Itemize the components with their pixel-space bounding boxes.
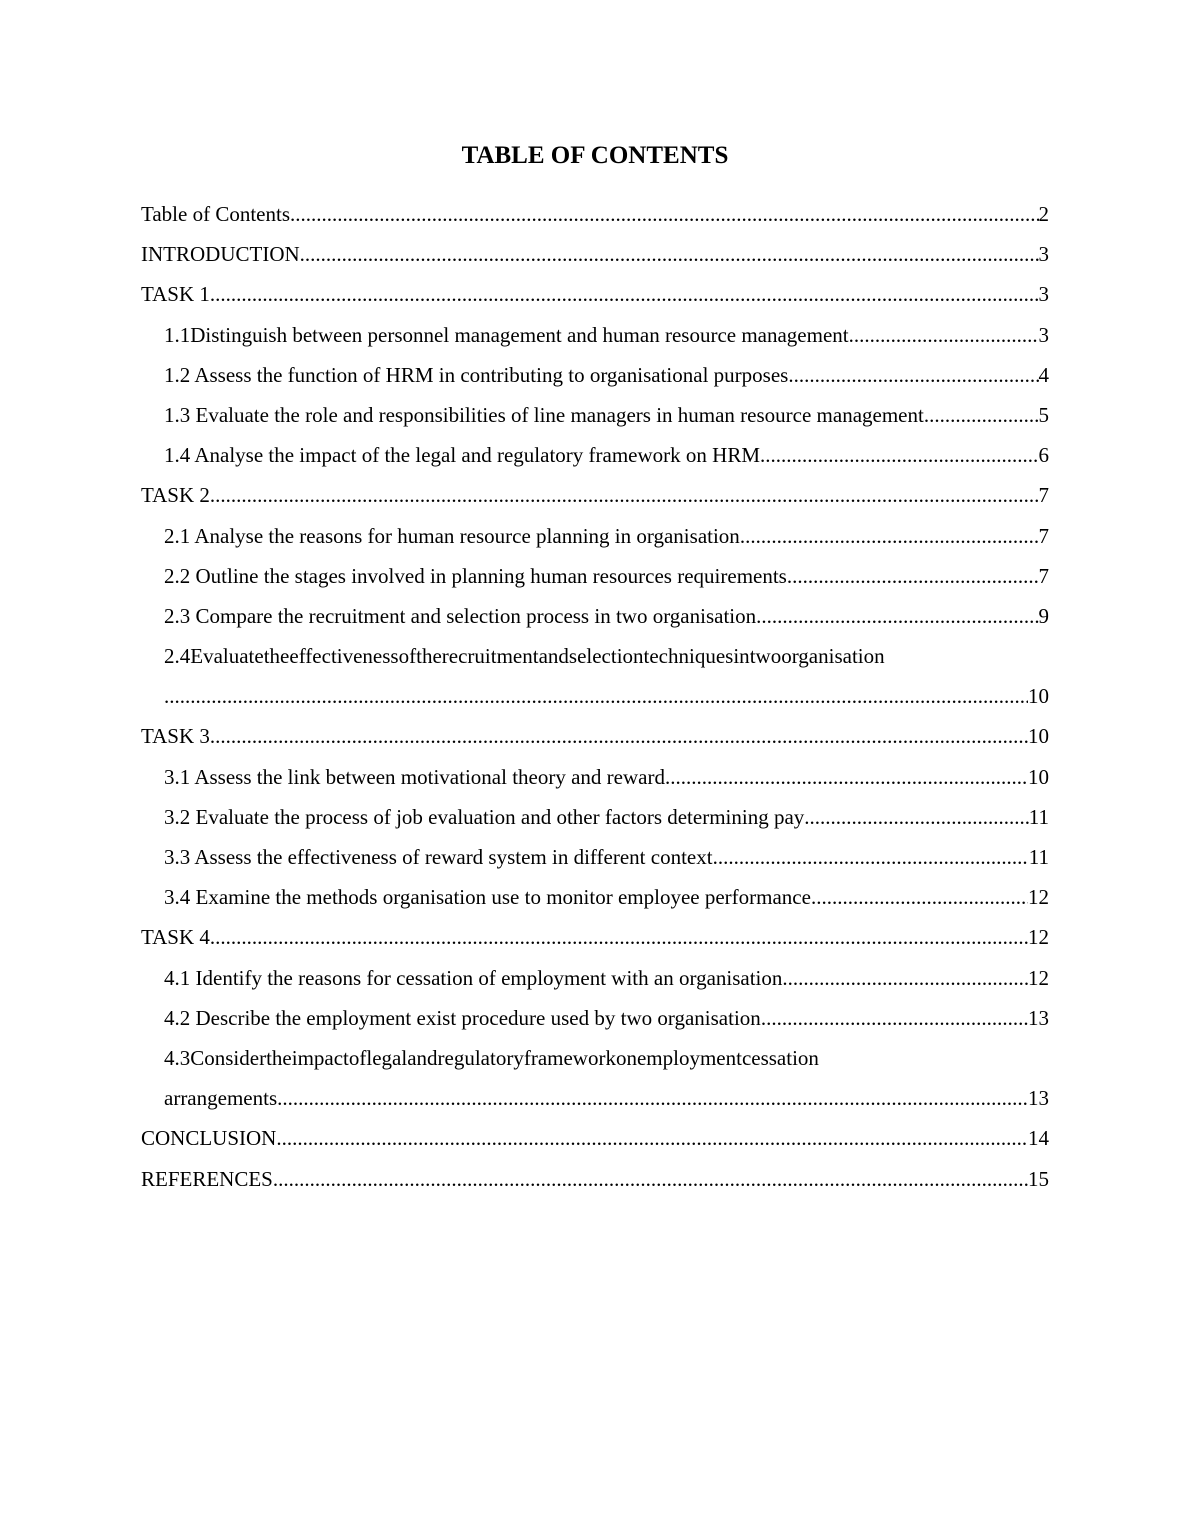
toc-word: techniques	[643, 644, 734, 669]
toc-entry-page: 13	[1028, 1005, 1049, 1030]
toc-entry-page: 11	[1028, 804, 1049, 829]
toc-word: Consider	[190, 1045, 267, 1070]
toc-entry-label: 3.4 Examine the methods organisation use to monitor employee performance	[164, 885, 811, 910]
toc-entry-page: 3	[1038, 322, 1049, 347]
toc-leader-dots	[756, 596, 1038, 636]
toc-entry-label: 4.1 Identify the reasons for cessation of employment with an organisation	[164, 965, 783, 990]
toc-entry-continuation	[164, 1078, 1049, 1118]
toc-leader-dots	[849, 315, 1039, 355]
toc-entry-page: 10	[1028, 684, 1049, 709]
toc-entry[interactable]	[141, 958, 1049, 998]
toc-leader-dots	[210, 917, 1028, 957]
toc-entry-page: 3	[1038, 242, 1049, 267]
toc-leader-dots	[273, 1159, 1028, 1199]
toc-entry-page: 12	[1028, 925, 1049, 950]
toc-word: impact	[291, 1045, 349, 1070]
toc-leader-dots	[787, 556, 1039, 596]
toc-entry[interactable]	[141, 355, 1049, 395]
toc-word: and	[538, 644, 569, 669]
toc-word: Evaluate	[190, 644, 264, 669]
page-title: TABLE OF CONTENTS	[461, 142, 729, 169]
toc-word: the	[416, 644, 442, 669]
toc-entry-label: 1.4 Analyse the impact of the legal and regulatory framework on HRM	[164, 443, 760, 468]
toc-word: effectiveness	[289, 644, 399, 669]
toc-entry-label: 2.2 Outline the stages involved in planning human resources requirements	[164, 563, 787, 588]
toc-word: 4.3	[164, 1045, 191, 1070]
toc-entry-page: 12	[1028, 965, 1049, 990]
toc-entry-page: 7	[1038, 523, 1049, 548]
toc-entry[interactable]	[141, 274, 1049, 314]
toc-entry[interactable]	[141, 877, 1049, 917]
toc-leader-dots	[804, 797, 1028, 837]
toc-entry-label: 2.1 Analyse the reasons for human resource planning in organisation	[164, 523, 740, 548]
toc-entry[interactable]	[141, 1118, 1049, 1158]
toc-entry-wrapped[interactable]	[141, 1038, 1049, 1118]
toc-leader-dots	[164, 676, 1028, 716]
toc-entry[interactable]	[141, 395, 1049, 435]
toc-entry-label: 4.2 Describe the employment exist procedure used by two organisation	[164, 1005, 761, 1030]
toc-entry-label	[164, 1038, 1049, 1078]
toc-entry-page: 15	[1028, 1166, 1049, 1191]
toc-word: in	[733, 644, 750, 669]
toc-leader-dots	[761, 998, 1028, 1038]
toc-leader-dots	[210, 716, 1028, 756]
table-of-contents	[141, 194, 1049, 1199]
toc-entry-label: 1.1Distinguish between personnel management and human resource management	[164, 322, 849, 347]
toc-entry[interactable]	[141, 837, 1049, 877]
toc-entry-page: 10	[1028, 724, 1049, 749]
toc-entry-continuation	[164, 676, 1049, 716]
toc-entry[interactable]	[141, 315, 1049, 355]
toc-word: 2.4	[164, 644, 191, 669]
toc-word: legal	[366, 1045, 408, 1070]
toc-entry[interactable]	[141, 797, 1049, 837]
toc-leader-dots	[210, 475, 1039, 515]
toc-entry-label: CONCLUSION	[141, 1126, 277, 1151]
toc-word: selection	[568, 644, 644, 669]
toc-word: the	[266, 1045, 292, 1070]
toc-entry-page: 11	[1028, 845, 1049, 869]
toc-entry-page: 3	[1038, 282, 1049, 307]
toc-entry-label: 2.3 Compare the recruitment and selection process in two organisation	[164, 603, 757, 628]
toc-entry-label: 3.1 Assess the link between motivational theory and reward	[164, 764, 665, 789]
toc-entry-label: REFERENCES	[141, 1166, 273, 1191]
toc-entry-label: 3.3 Assess the effectiveness of reward system in different context	[164, 845, 713, 869]
toc-entry-label: 1.3 Evaluate the role and responsibilities of line managers in human resource management	[164, 402, 924, 427]
toc-leader-dots	[300, 234, 1039, 274]
toc-entry-page: 13	[1028, 1086, 1049, 1111]
toc-entry[interactable]	[141, 194, 1049, 234]
toc-entry[interactable]	[141, 998, 1049, 1038]
toc-entry-page: 9	[1038, 603, 1049, 628]
toc-entry[interactable]	[141, 475, 1049, 515]
toc-word: on	[615, 1045, 637, 1070]
toc-entry-page: 10	[1028, 764, 1049, 789]
toc-word: organisation	[781, 644, 885, 669]
toc-leader-dots	[811, 877, 1028, 917]
toc-word: of	[398, 644, 417, 669]
toc-word: employment	[636, 1045, 742, 1070]
toc-entry-label: Table of Contents	[141, 202, 290, 226]
toc-word: of	[348, 1045, 367, 1070]
toc-entry[interactable]	[141, 596, 1049, 636]
toc-word: recruitment	[441, 644, 539, 669]
toc-entry[interactable]	[141, 917, 1049, 957]
toc-entry-label: 1.2 Assess the function of HRM in contributing to organisational purposes	[164, 362, 789, 387]
toc-leader-dots	[740, 516, 1039, 556]
toc-word: regulatory	[437, 1045, 524, 1070]
toc-leader-dots	[782, 958, 1028, 998]
toc-entry-label: TASK 1	[141, 282, 210, 307]
toc-leader-dots	[290, 194, 1039, 234]
toc-leader-dots	[277, 1078, 1028, 1118]
toc-entry-page: 14	[1028, 1126, 1049, 1151]
toc-entry-label: TASK 4	[141, 925, 210, 950]
toc-entry[interactable]	[141, 556, 1049, 596]
toc-entry-label: 3.2 Evaluate the process of job evaluation and other factors determining pay	[164, 804, 805, 829]
toc-entry[interactable]	[141, 516, 1049, 556]
toc-word: framework	[523, 1045, 616, 1070]
toc-entry[interactable]	[141, 234, 1049, 274]
toc-entry-page: 5	[1038, 402, 1049, 427]
toc-entry-page: 4	[1038, 362, 1049, 387]
toc-entry-page: 12	[1028, 885, 1049, 910]
toc-leader-dots	[210, 274, 1039, 314]
toc-entry-label-tail: arrangements	[164, 1086, 278, 1111]
toc-entry-label	[164, 636, 1049, 676]
toc-entry[interactable]	[141, 757, 1049, 797]
toc-entry-label: INTRODUCTION	[141, 242, 300, 267]
toc-word: cessation	[741, 1045, 819, 1070]
toc-entry[interactable]	[141, 716, 1049, 756]
toc-leader-dots	[276, 1118, 1028, 1158]
toc-leader-dots	[760, 435, 1039, 475]
toc-entry-page: 7	[1038, 563, 1049, 588]
toc-entry[interactable]	[141, 1159, 1049, 1199]
toc-entry-page: 7	[1038, 483, 1049, 508]
toc-word: two	[749, 644, 782, 669]
toc-entry-wrapped[interactable]	[141, 636, 1049, 716]
toc-leader-dots	[788, 355, 1038, 395]
toc-entry-page: 6	[1038, 443, 1049, 468]
toc-leader-dots	[713, 837, 1029, 877]
toc-leader-dots	[665, 757, 1028, 797]
toc-entry[interactable]	[141, 435, 1049, 475]
toc-leader-dots	[924, 395, 1039, 435]
toc-word: the	[263, 644, 290, 669]
toc-entry-page: 2	[1038, 202, 1049, 226]
toc-entry-label: TASK 3	[141, 724, 210, 749]
toc-word: and	[407, 1045, 438, 1070]
toc-entry-label: TASK 2	[141, 483, 210, 508]
